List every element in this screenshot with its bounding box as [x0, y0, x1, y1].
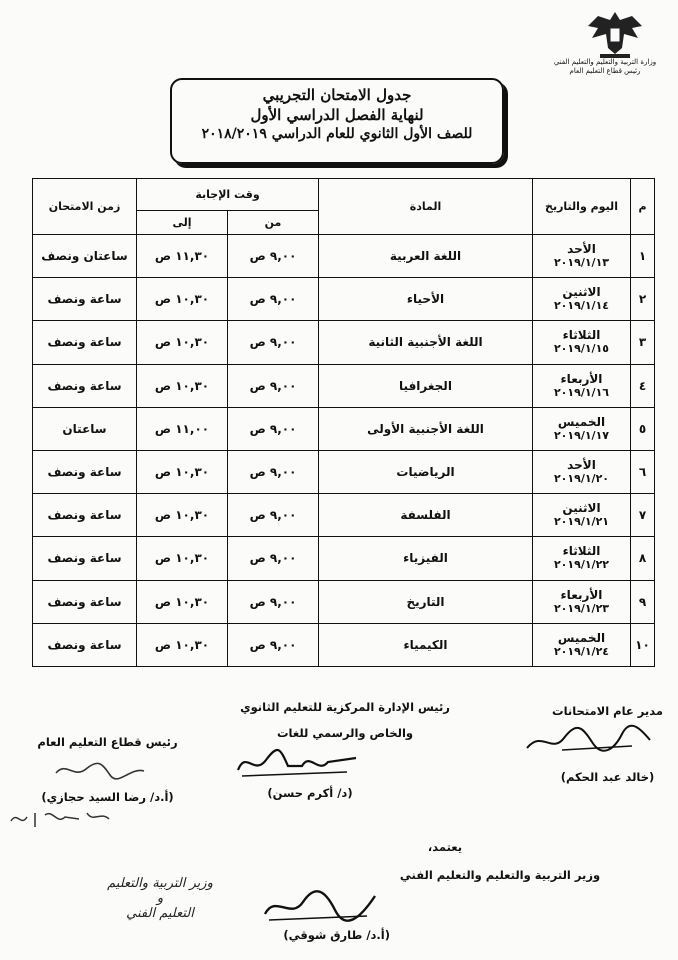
row-duration: ساعة ونصف — [33, 537, 137, 580]
row-day-date — [533, 364, 631, 407]
row-day-date — [533, 278, 631, 321]
eagle-emblem-icon — [580, 8, 650, 60]
row-from: ٩,٠٠ ص — [228, 235, 319, 278]
row-day-date — [533, 623, 631, 666]
ministry-line-2: رئيس قطاع التعليم العام — [569, 67, 641, 75]
row-to: ١٠,٣٠ ص — [137, 623, 228, 666]
title-line-1: جدول الامتحان التجريبي — [262, 86, 412, 104]
ministry-line-1: وزارة التربية والتعليم والتعليم الفني — [553, 58, 657, 66]
row-to: ١١,٣٠ ص — [137, 235, 228, 278]
row-subject: الأحياء — [319, 278, 533, 321]
row-day-date — [533, 450, 631, 493]
row-duration: ساعة ونصف — [33, 580, 137, 623]
ministry-header — [535, 58, 675, 76]
row-date: ٢٠١٩/١/١٥ — [553, 342, 610, 356]
row-duration: ساعة ونصف — [33, 321, 137, 364]
table-row — [33, 580, 655, 623]
row-day: الأربعاء — [560, 371, 603, 386]
row-date: ٢٠١٩/١/٢١ — [553, 515, 610, 529]
central-admin-name-block — [255, 786, 365, 800]
row-from: ٩,٠٠ ص — [228, 494, 319, 537]
row-number: ٦ — [631, 450, 655, 493]
minister-name-block — [283, 928, 390, 942]
row-subject: الفيزياء — [319, 537, 533, 580]
title-line-2: لنهاية الفصل الدراسي الأول — [250, 106, 424, 124]
row-from: ٩,٠٠ ص — [228, 407, 319, 450]
table-row — [33, 235, 655, 278]
central-admin-handwritten-signature — [232, 740, 362, 782]
row-number: ٣ — [631, 321, 655, 364]
table-row — [33, 450, 655, 493]
exams-director-name-block — [545, 770, 670, 784]
row-date: ٢٠١٩/١/٢٢ — [553, 558, 610, 572]
table-row — [33, 321, 655, 364]
row-day: الثلاثاء — [562, 328, 601, 343]
header-duration: زمن الامتحان — [33, 179, 137, 235]
minister-signature — [390, 868, 610, 882]
approval-block — [420, 840, 470, 854]
row-number: ٢ — [631, 278, 655, 321]
handwritten-note — [80, 876, 240, 921]
sector-head-title: رئيس قطاع التعليم العام — [37, 735, 178, 749]
row-to: ١٠,٣٠ ص — [137, 580, 228, 623]
sector-head-name-block — [25, 790, 190, 804]
row-subject: الفلسفة — [319, 494, 533, 537]
row-number: ٤ — [631, 364, 655, 407]
table-row — [33, 278, 655, 321]
exam-schedule-table — [32, 178, 655, 667]
row-duration: ساعة ونصف — [33, 278, 137, 321]
title-box — [170, 78, 504, 164]
row-subject: اللغة العربية — [319, 235, 533, 278]
handwritten-note-line-2: و — [156, 891, 164, 906]
row-from: ٩,٠٠ ص — [228, 321, 319, 364]
row-day: الاثنين — [562, 501, 601, 516]
row-duration: ساعة ونصف — [33, 364, 137, 407]
row-day-date — [533, 235, 631, 278]
row-day: الاثنين — [562, 285, 601, 300]
handwritten-note-line-3: التعليم الفني — [126, 906, 194, 921]
row-duration: ساعتان — [33, 407, 137, 450]
row-date: ٢٠١٩/١/٢٤ — [553, 644, 610, 658]
row-date: ٢٠١٩/١/٢٣ — [553, 601, 610, 615]
row-number: ١ — [631, 235, 655, 278]
row-day-date — [533, 537, 631, 580]
row-day-date — [533, 580, 631, 623]
row-to: ١٠,٣٠ ص — [137, 364, 228, 407]
row-subject: الكيمياء — [319, 623, 533, 666]
handwritten-note-line-1: وزير التربية والتعليم — [107, 876, 213, 891]
central-admin-signature — [215, 700, 475, 740]
header-answer-time: وقت الإجابة — [137, 179, 319, 211]
row-duration: ساعة ونصف — [33, 494, 137, 537]
row-subject: اللغة الأجنبية الأولى — [319, 407, 533, 450]
minister-name: (أ.د/ طارق شوقي) — [283, 928, 390, 942]
sector-head-handwritten-signature — [50, 755, 150, 785]
row-subject: التاريخ — [319, 580, 533, 623]
minister-handwritten-signature — [255, 880, 385, 930]
row-to: ١٠,٣٠ ص — [137, 537, 228, 580]
header-day-date: اليوم والتاريخ — [533, 179, 631, 235]
table-row — [33, 364, 655, 407]
row-from: ٩,٠٠ ص — [228, 537, 319, 580]
sector-head-signature — [25, 735, 190, 749]
minister-title: وزير التربية والتعليم والتعليم الفني — [399, 868, 601, 882]
row-number: ٧ — [631, 494, 655, 537]
row-number: ٩ — [631, 580, 655, 623]
row-day: الخميس — [557, 630, 606, 645]
central-admin-title-2: والخاص والرسمي للغات — [276, 726, 414, 740]
row-subject: الرياضيات — [319, 450, 533, 493]
row-date: ٢٠١٩/١/١٧ — [553, 428, 610, 442]
row-day-date — [533, 494, 631, 537]
exams-director-signature — [540, 704, 675, 718]
row-date: ٢٠١٩/١/١٣ — [553, 256, 610, 270]
central-admin-title-1: رئيس الإدارة المركزية للتعليم الثانوي — [240, 700, 450, 714]
row-date: ٢٠١٩/١/١٦ — [553, 385, 610, 399]
title-line-3: للصف الأول الثانوي للعام الدراسي ٢٠١٨/٢٠١٩ — [201, 126, 473, 142]
row-duration: ساعتان ونصف — [33, 235, 137, 278]
row-to: ١٠,٣٠ ص — [137, 450, 228, 493]
row-from: ٩,٠٠ ص — [228, 580, 319, 623]
row-from: ٩,٠٠ ص — [228, 450, 319, 493]
row-to: ١١,٠٠ ص — [137, 407, 228, 450]
row-to: ١٠,٣٠ ص — [137, 278, 228, 321]
row-date: ٢٠١٩/١/١٤ — [553, 299, 610, 313]
row-day: الثلاثاء — [562, 544, 601, 559]
table-row — [33, 494, 655, 537]
row-day: الأحد — [567, 458, 596, 473]
row-from: ٩,٠٠ ص — [228, 364, 319, 407]
row-from: ٩,٠٠ ص — [228, 278, 319, 321]
row-duration: ساعة ونصف — [33, 450, 137, 493]
exams-director-handwritten-signature — [522, 720, 657, 760]
row-from: ٩,٠٠ ص — [228, 623, 319, 666]
row-day: الأربعاء — [560, 587, 603, 602]
row-subject: اللغة الأجنبية الثانية — [319, 321, 533, 364]
row-to: ١٠,٣٠ ص — [137, 494, 228, 537]
table-row — [33, 537, 655, 580]
row-day: الخميس — [557, 414, 606, 429]
header-number: م — [631, 179, 655, 235]
row-date: ٢٠١٩/١/٢٠ — [553, 472, 610, 486]
approval-text: يعتمد، — [427, 840, 463, 854]
header-subject: المادة — [319, 179, 533, 235]
table-row — [33, 407, 655, 450]
exams-director-title: مدير عام الامتحانات — [552, 704, 663, 718]
row-day-date — [533, 321, 631, 364]
row-duration: ساعة ونصف — [33, 623, 137, 666]
sector-head-handwritten-date — [5, 805, 115, 831]
row-day-date — [533, 407, 631, 450]
row-to: ١٠,٣٠ ص — [137, 321, 228, 364]
row-number: ٨ — [631, 537, 655, 580]
row-number: ٥ — [631, 407, 655, 450]
central-admin-name: (د/ أكرم حسن) — [267, 786, 353, 800]
row-number: ١٠ — [631, 623, 655, 666]
row-subject: الجغرافيا — [319, 364, 533, 407]
exams-director-name: (خالد عبد الحكم) — [560, 770, 655, 784]
table-row — [33, 623, 655, 666]
sector-head-name: (أ.د/ رضا السيد حجازي) — [41, 790, 174, 804]
header-to: إلى — [137, 211, 228, 235]
header-from: من — [228, 211, 319, 235]
row-day: الأحد — [567, 242, 596, 257]
